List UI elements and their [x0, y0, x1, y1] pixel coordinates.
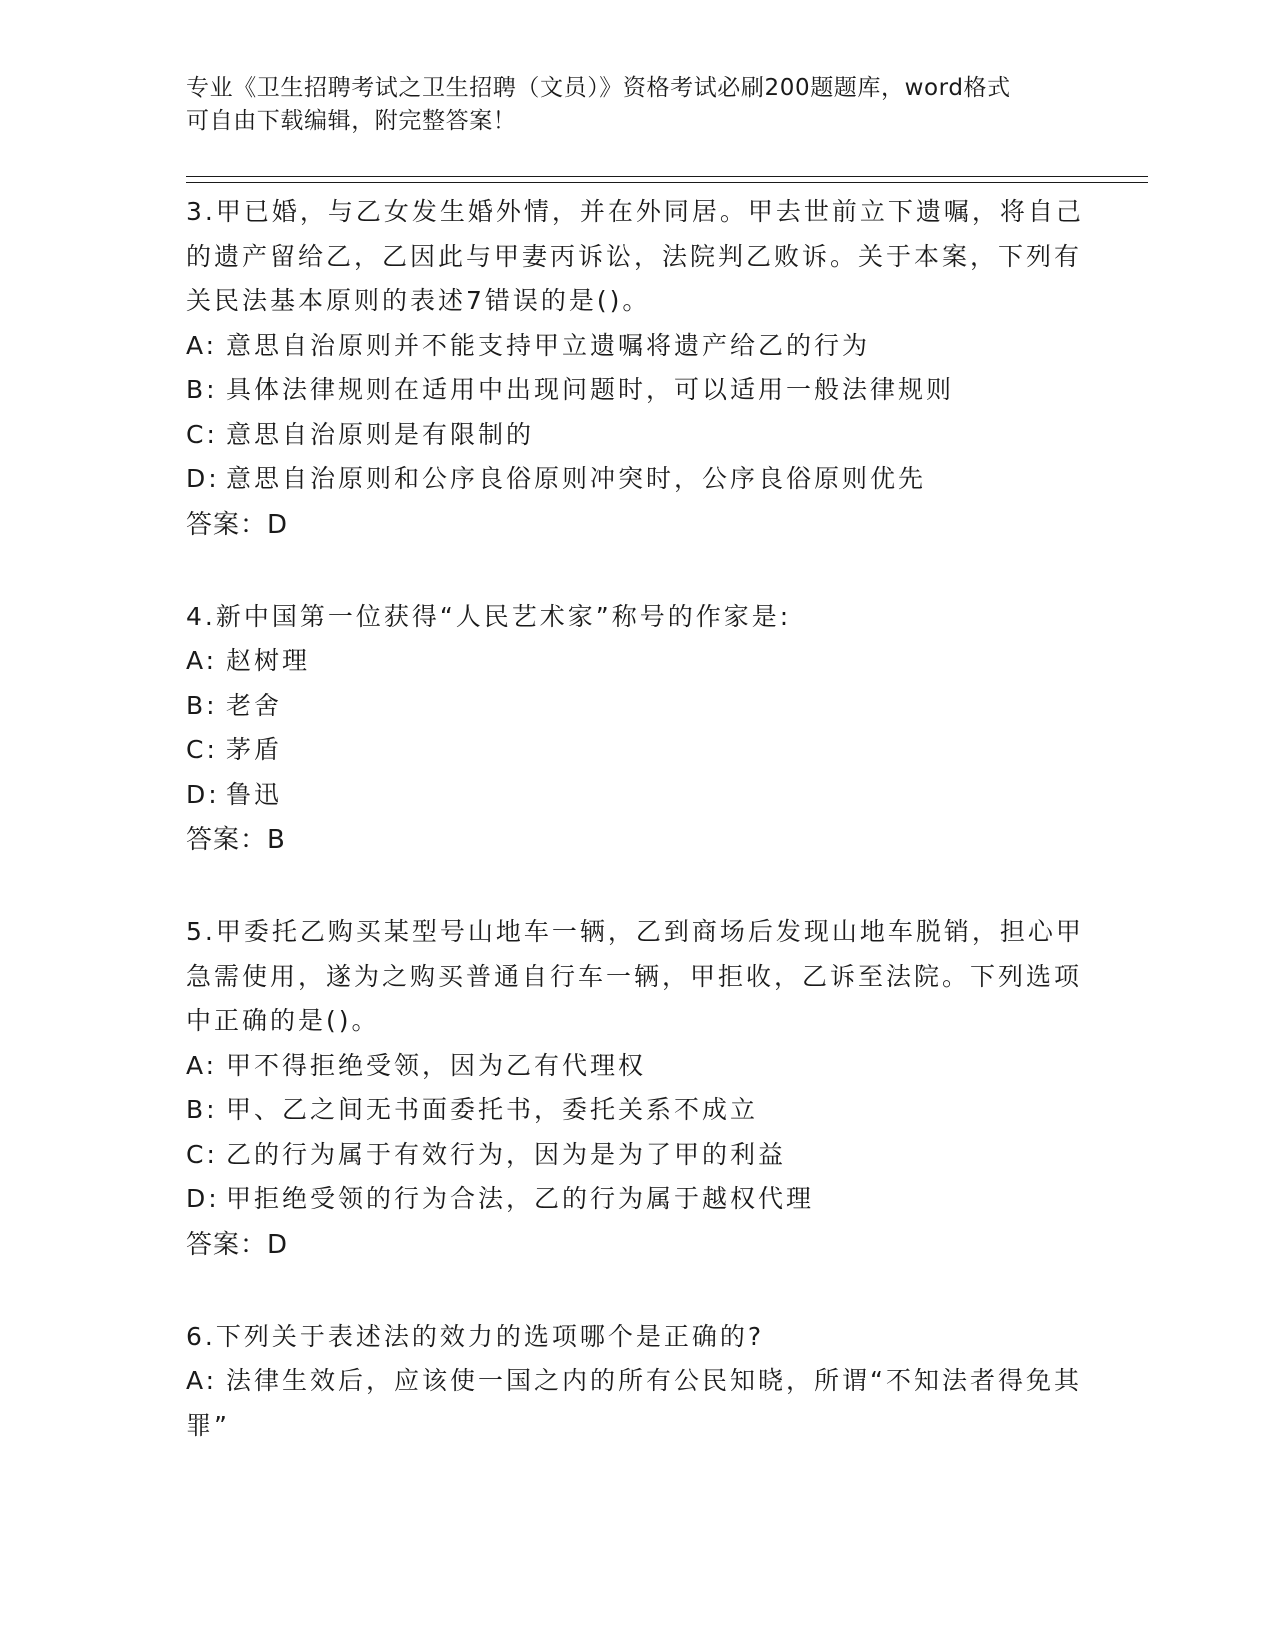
option-a — [186, 639, 1086, 684]
option-b — [186, 1088, 1086, 1133]
question-list — [186, 190, 1086, 1495]
option-letter: B: — [186, 375, 218, 404]
question-6 — [186, 1315, 1086, 1449]
option-text: 鲁迅 — [226, 779, 283, 809]
option-text: 乙的行为属于有效行为，因为是为了甲的利益 — [226, 1139, 787, 1169]
option-letter: A: — [186, 1366, 218, 1395]
option-c — [186, 728, 1086, 773]
option-c — [186, 1133, 1086, 1178]
option-list — [186, 639, 1086, 817]
question-5 — [186, 910, 1086, 1268]
answer: 答案：D — [186, 509, 289, 540]
option-text: 茅盾 — [226, 735, 283, 764]
option-text: 赵树理 — [226, 646, 311, 675]
header-line-2: 可自由下载编辑，附完整答案！ — [186, 108, 517, 134]
option-d — [186, 1177, 1086, 1222]
option-list — [186, 1359, 1086, 1448]
question-text: 4.新中国第一位获得“人民艺术家”称号的作家是: — [186, 601, 792, 631]
option-text: 具体法律规则在适用中出现问题时，可以适用一般法律规则 — [226, 375, 955, 404]
question-text: 5.甲委托乙购买某型号山地车一辆，乙到商场后发现山地车脱销，担心甲急需使用，遂为之购买普通自行车一辆，甲拒收，乙诉至法院。下列选项中正确的是()。 — [186, 917, 1084, 1035]
question-3 — [186, 190, 1086, 548]
option-text: 意思自治原则并不能支持甲立遗嘱将遗产给乙的行为 — [226, 330, 871, 360]
option-list — [186, 1044, 1086, 1222]
option-text: 甲不得拒绝受领，因为乙有代理权 — [226, 1050, 647, 1080]
header-line-1: 专业《卫生招聘考试之卫生招聘（文员）》资格考试必刷200题题库，word格式 — [186, 75, 1011, 101]
header-rule-top — [186, 176, 1148, 177]
option-a — [186, 1044, 1086, 1089]
option-c — [186, 413, 1086, 458]
option-list — [186, 324, 1086, 502]
header-rule-bottom — [186, 182, 1148, 183]
option-letter: D: — [186, 1184, 220, 1213]
option-text: 意思自治原则和公序良俗原则冲突时，公序良俗原则优先 — [226, 464, 927, 493]
option-b — [186, 368, 1086, 413]
option-letter: C: — [186, 419, 218, 449]
option-text: 意思自治原则是有限制的 — [226, 419, 535, 449]
option-text: 法律生效后，应该使一国之内的所有公民知晓，所谓“不知法者得免其罪” — [186, 1366, 1082, 1440]
option-a — [186, 1359, 1086, 1448]
option-letter: A: — [186, 1050, 218, 1080]
option-text: 甲、乙之间无书面委托书，委托关系不成立 — [226, 1095, 759, 1124]
option-text: 甲拒绝受领的行为合法，乙的行为属于越权代理 — [226, 1184, 815, 1213]
answer: 答案：D — [186, 1229, 289, 1260]
option-letter: C: — [186, 735, 218, 764]
option-letter: B: — [186, 690, 218, 720]
question-text: 6.下列关于表述法的效力的选项哪个是正确的? — [186, 1321, 765, 1351]
option-text: 老舍 — [226, 690, 283, 720]
option-a — [186, 324, 1086, 369]
option-letter: D: — [186, 464, 220, 493]
option-letter: A: — [186, 330, 218, 360]
option-d — [186, 457, 1086, 502]
question-4 — [186, 595, 1086, 864]
option-letter: C: — [186, 1139, 218, 1169]
question-text: 3.甲已婚，与乙女发生婚外情，并在外同居。甲去世前立下遗嘱，将自己的遗产留给乙，乙因此与甲妻丙诉讼，法院判乙败诉。关于本案，下列有关民法基本原则的表述7错误的是()。 — [186, 197, 1084, 315]
option-b — [186, 684, 1086, 729]
document-header — [186, 72, 1086, 138]
option-letter: D: — [186, 779, 220, 809]
option-letter: A: — [186, 646, 218, 675]
answer: 答案：B — [186, 825, 286, 855]
option-letter: B: — [186, 1095, 218, 1124]
option-d — [186, 773, 1086, 818]
